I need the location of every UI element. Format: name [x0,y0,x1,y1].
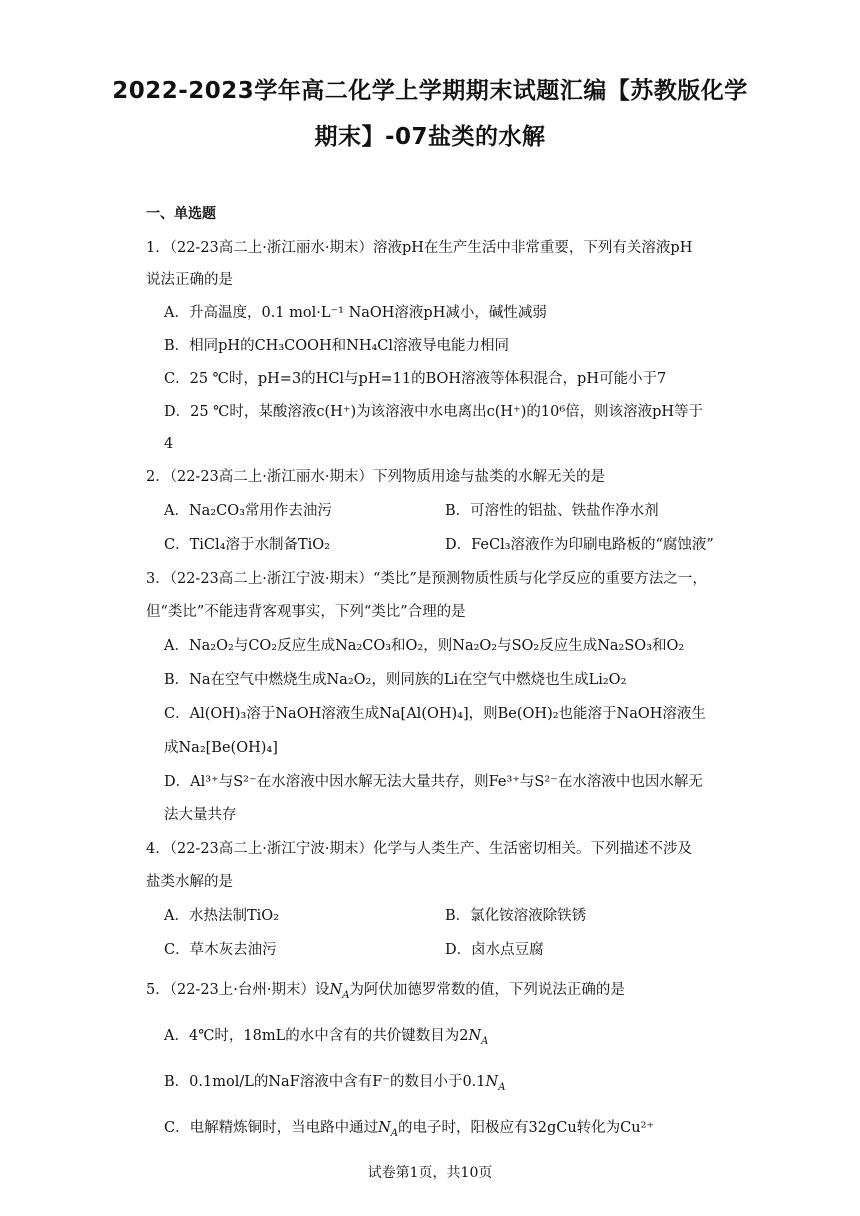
answer-option: D．卤水点豆腐 [445,942,544,958]
question-stem: 2．（22-23高二上·浙江丽水·期末）下列物质用途与盐类的水解无关的是 [146,469,605,485]
answer-option: C．25 ℃时，pH=3的HCl与pH=11的BOH溶液等体积混合，pH可能小于7 [164,371,667,387]
section-heading: 一、单选题 [146,206,216,222]
document-title-line-2: 期末】-07盐类的水解 [314,124,546,150]
answer-option: C．草木灰去油污 [164,942,277,958]
answer-option: D．FeCl₃溶液作为印刷电路板的“腐蚀液” [445,537,714,553]
answer-option: B．相同pH的CH₃COOH和NH₄Cl溶液导电能力相同 [164,338,510,354]
question-stem: 1．（22-23高二上·浙江丽水·期末）溶液pH在生产生活中非常重要，下列有关溶液pH [146,240,693,256]
answer-option: C．Al(OH)₃溶于NaOH溶液生成Na[Al(OH)₄]，则Be(OH)₂也能溶于NaOH溶液生 [164,706,706,722]
answer-option: A．Na₂CO₃常用作去油污 [164,503,332,519]
document-title-line-1: 2022-2023学年高二化学上学期期末试题汇编【苏教版化学 [112,78,748,104]
answer-option: 成Na₂[Be(OH)₄] [164,740,278,756]
answer-option: D．Al³⁺与S²⁻在水溶液中因水解无法大量共存，则Fe³⁺与S²⁻在水溶液中也因水解无 [164,774,703,790]
answer-option: C．电解精炼铜时，当电路中通过$N_A$的电子时，阳极应有32gCu转化为Cu²⁺ [164,1120,655,1139]
answer-option: A．4℃时，18mL的水中含有的共价键数目为$2N_A$ [164,1028,489,1047]
answer-option: D．25 ℃时，某酸溶液c(H⁺)为该溶液中水电离出c(H⁺)的10⁶倍，则该溶液pH等于 [164,404,704,420]
answer-option: B．Na在空气中燃烧生成Na₂O₂，则同族的Li在空气中燃烧也生成Li₂O₂ [164,672,627,688]
question-stem-continued: 盐类水解的是 [146,874,233,890]
answer-option: B．氯化铵溶液除铁锈 [445,908,587,924]
question-stem: 5．（22-23上·台州·期末）设$N_A$为阿伏加德罗常数的值，下列说法正确的是 [146,982,625,1001]
question-stem-continued: 说法正确的是 [146,272,233,288]
answer-option: A．升高温度，0.1 mol·L⁻¹ NaOH溶液pH减小，碱性减弱 [164,305,547,321]
answer-option: C．TiCl₄溶于水制备TiO₂ [164,537,330,553]
answer-option: B．可溶性的铝盐、铁盐作净水剂 [445,503,659,519]
page-footer: 试卷第1页，共10页 [367,1165,493,1181]
question-stem: 4．（22-23高二上·浙江宁波·期末）化学与人类生产、生活密切相关。下列描述不涉及 [146,841,692,857]
answer-option: 法大量共存 [164,807,237,823]
answer-option: A．Na₂O₂与CO₂反应生成Na₂CO₃和O₂，则Na₂O₂与SO₂反应生成Na₂SO₃和O₂ [164,638,685,654]
answer-option: 4 [164,436,174,452]
answer-option: B．0.1mol/L的NaF溶液中含有F⁻的数目小于$0.1N_A$ [164,1074,506,1093]
question-stem-continued: 但“类比”不能违背客观事实，下列“类比”合理的是 [146,604,466,620]
answer-option: A．水热法制TiO₂ [164,908,279,924]
question-stem: 3．（22-23高二上·浙江宁波·期末）“类比”是预测物质性质与化学反应的重要方法之一， [146,571,707,587]
